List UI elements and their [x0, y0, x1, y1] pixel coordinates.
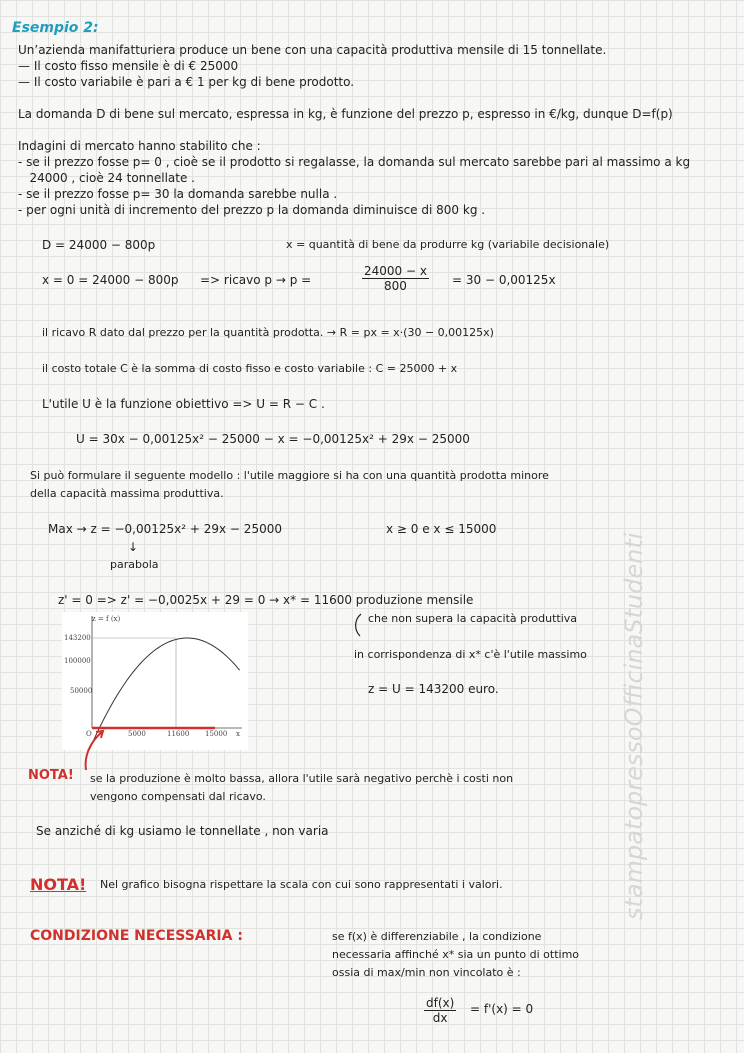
intro-line-9: - per ogni unità di incremento del prezzo p la domanda diminuisce di 800 kg .: [18, 203, 486, 217]
tonnellate-note: Se anziché di kg usiamo le tonnellate , non varia: [36, 824, 329, 838]
fraction-result: = 30 − 0,00125x: [452, 273, 556, 287]
df-denominator: dx: [432, 1011, 448, 1025]
arrow-down-icon: ↓: [128, 540, 139, 554]
fraction-denominator: 800: [384, 279, 407, 293]
no-exceed-note: che non supera la capacità produttiva: [368, 612, 578, 625]
x-definition: x = quantità di bene da produrre kg (variabile decisionale): [286, 238, 610, 251]
constraint: x ≥ 0 e x ≤ 15000: [386, 522, 497, 536]
y-tick-50000: 50000: [70, 687, 93, 695]
fraction-numerator: 24000 − x: [364, 264, 427, 278]
condition-line-2: necessaria affinché x* sia un punto di ottimo: [332, 948, 580, 961]
price-fraction: [362, 264, 429, 293]
x-zero-equation: x = 0 = 24000 − 800p: [42, 273, 179, 287]
nota2-text: Nel grafico bisogna rispettare la scala con cui sono rappresentati i valori.: [100, 878, 503, 891]
x-tick-5000: 5000: [128, 730, 146, 738]
parabola-label: parabola: [110, 558, 159, 571]
y-axis-label: z = f (x): [92, 615, 121, 623]
x-tick-15000: 15000: [205, 730, 228, 738]
df-numerator: df(x): [426, 996, 455, 1010]
model-line-1: Si può formulare il seguente modello : l'utile maggiore si ha con una quantità prodotta minore: [30, 469, 549, 482]
condition-line-3: ossia di max/min non vincolato è :: [332, 966, 521, 979]
nota1-label: NOTA!: [28, 768, 74, 783]
condition-label: CONDIZIONE NECESSARIA :: [30, 928, 243, 944]
derivative-fraction: [424, 996, 456, 1025]
intro-line-3: — Il costo variabile è pari a € 1 per kg di bene prodotto.: [18, 75, 355, 89]
derivative-rhs: = f'(x) = 0: [470, 1002, 534, 1016]
intro-line-4: La domanda D di bene sul mercato, espressa in kg, è funzione del prezzo p, espresso in €/kg, dunque D=f(p): [18, 107, 673, 121]
ricavo-p-text: => ricavo p → p =: [200, 273, 312, 287]
z-value: z = U = 143200 euro.: [368, 682, 499, 696]
utile-line: L'utile U è la funzione obiettivo => U = R − C .: [42, 397, 325, 411]
intro-line-6: - se il prezzo fosse p= 0 , cioè se il prodotto si regalasse, la domanda sul mercato sarebbe pari al massimo a kg: [18, 155, 691, 169]
ricavo-line: il ricavo R dato dal prezzo per la quantità prodotta. → R = px = x·(30 − 0,00125x): [42, 326, 494, 339]
intro-line-2: — Il costo fisso mensile è di € 25000: [18, 59, 239, 73]
red-arrow-icon: [80, 726, 110, 774]
page-title: Esempio 2:: [12, 20, 99, 36]
curved-arrow-icon: [352, 612, 366, 638]
intro-line-5: Indagini di mercato hanno stabilito che :: [18, 139, 261, 153]
utile-equation: U = 30x − 0,00125x² − 25000 − x = −0,00125x² + 29x − 25000: [76, 432, 470, 446]
nota1-line-2: vengono compensati dal ricavo.: [90, 790, 266, 803]
intro-line-8: - se il prezzo fosse p= 30 la domanda sarebbe nulla .: [18, 187, 338, 201]
y-tick-143200: 143200: [64, 634, 91, 642]
intro-line-1: Un’azienda manifatturiera produce un bene con una capacità produttiva mensile di 15 tonnellate.: [18, 43, 607, 57]
x-tick-11600: 11600: [167, 730, 190, 738]
y-tick-100000: 100000: [64, 657, 91, 665]
x-axis-label: x: [236, 730, 240, 738]
derivative-line: z' = 0 => z' = −0,0025x + 29 = 0 → x* = 11600 produzione mensile: [58, 593, 474, 607]
intro-line-7: 24000 , cioè 24 tonnellate .: [18, 171, 195, 185]
demand-equation: D = 24000 − 800p: [42, 238, 156, 252]
condition-line-1: se f(x) è differenziabile , la condizione: [332, 930, 542, 943]
correspondence-note: in corrispondenza di x* c'è l'utile massimo: [354, 648, 587, 661]
origin-label: O: [86, 730, 92, 738]
watermark: stampatopressoOfficinaStudenti: [620, 532, 648, 920]
nota1-line-1: se la produzione è molto bassa, allora l'utile sarà negativo perchè i costi non: [90, 772, 514, 785]
costo-line: il costo totale C è la somma di costo fisso e costo variabile : C = 25000 + x: [42, 362, 458, 375]
nota2-label: NOTA!: [30, 875, 87, 894]
max-equation: Max → z = −0,00125x² + 29x − 25000: [48, 522, 282, 536]
model-line-2: della capacità massima produttiva.: [30, 487, 224, 500]
